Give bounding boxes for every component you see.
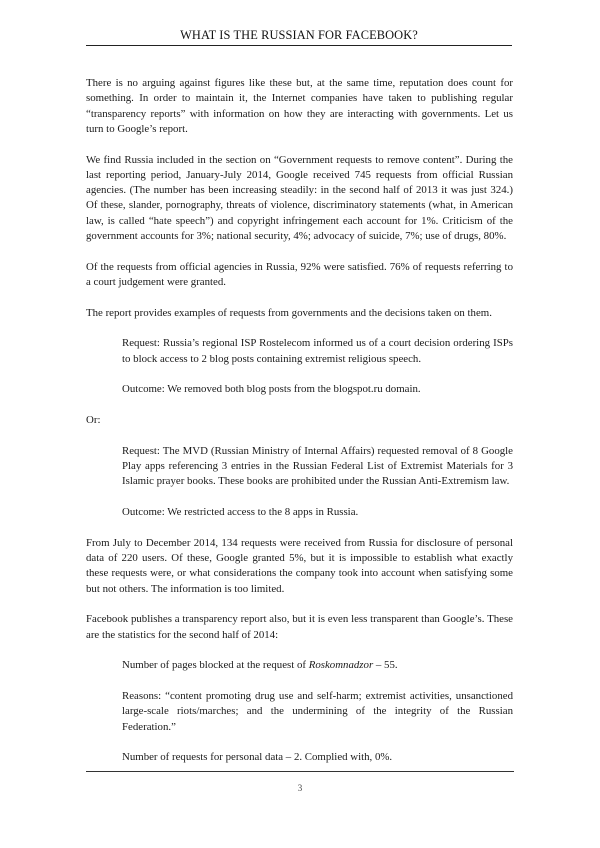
page-number: 3 [297, 783, 303, 793]
pages-blocked-count: – 55. [373, 659, 398, 672]
paragraph-transparency-intro: There is no arguing against figures like these but, at the same time, reputation does count for something. In order to maintain it, the Internet companies have taken to publishing regular “transparency reports” with information on how they are interacting with governments. Let us turn to Google’s report. [86, 77, 513, 135]
quote-request-rostelecom: Request: Russia’s regional ISP Rostelecom informed us of a court decision ordering ISPs to block access to 2 blog posts containing extremist religious speech. [122, 337, 513, 365]
paragraph-google-removal-requests: We find Russia included in the section on “Government requests to remove content”. During the last reporting period, January-July 2014, Google received 745 requests from official Russian agencies. (The number has been increasing steadily: in the second half of 2013 it was just 324.) Of these, slander, pornography, threats of violence, discriminatory statements (what, in American law, is called “hate speech”) and copyright infringement each account for 1%. Criticism of the government accounts for 3%; national security, 4%; advocacy of suicide, 7%; use of drugs, 80%. [86, 153, 513, 243]
quote-facebook-reasons: Reasons: “content promoting drug use and self-harm; extremist activities, unsanctioned large-scale riots/marches; and the undermining of the integrity of the Russian Federation.” [122, 690, 513, 733]
running-header: WHAT IS THE RUSSIAN FOR FACEBOOK? [180, 28, 418, 42]
paragraph-satisfied-requests: Of the requests from official agencies in Russia, 92% were satisfied. 76% of requests referring to a court judgement were granted. [86, 260, 513, 289]
quote-outcome-blogspot: Outcome: We removed both blog posts from the blogspot.ru domain. [122, 383, 421, 396]
quote-facebook-pages-blocked [122, 658, 513, 673]
paragraph-or: Or: [86, 414, 101, 427]
quote-request-mvd: Request: The MVD (Russian Ministry of Internal Affairs) requested removal of 8 Google Play apps referencing 3 entries in the Russian Federal List of Extremist Materials for 3 Islamic prayer books. These books are prohibited under the Russian Anti-Extremism law. [122, 444, 513, 488]
agency-name-roskomnadzor: Roskomnadzor [308, 659, 374, 672]
pages-blocked-prefix: Number of pages blocked at the request of [122, 659, 309, 672]
quote-outcome-apps: Outcome: We restricted access to the 8 apps in Russia. [122, 506, 359, 519]
footer-rule [86, 771, 514, 772]
paragraph-facebook-report: Facebook publishes a transparency report also, but it is even less transparent than Google’s. These are the statistics for the second half of 2014: [86, 613, 513, 641]
paragraph-personal-data-requests: From July to December 2014, 134 requests were received from Russia for disclosure of personal data of 220 users. Of these, Google granted 5%, but it is impossible to establish what exactly these requests were, or what considerations the company took into account when satisfying some but not others. The information is too limited. [86, 536, 513, 595]
document-body [86, 76, 513, 781]
quote-facebook-personal-data: Number of requests for personal data – 2. Complied with, 0%. [122, 751, 393, 764]
header-rule [86, 45, 512, 46]
paragraph-report-examples: The report provides examples of requests from governments and the decisions taken on them. [86, 306, 492, 319]
